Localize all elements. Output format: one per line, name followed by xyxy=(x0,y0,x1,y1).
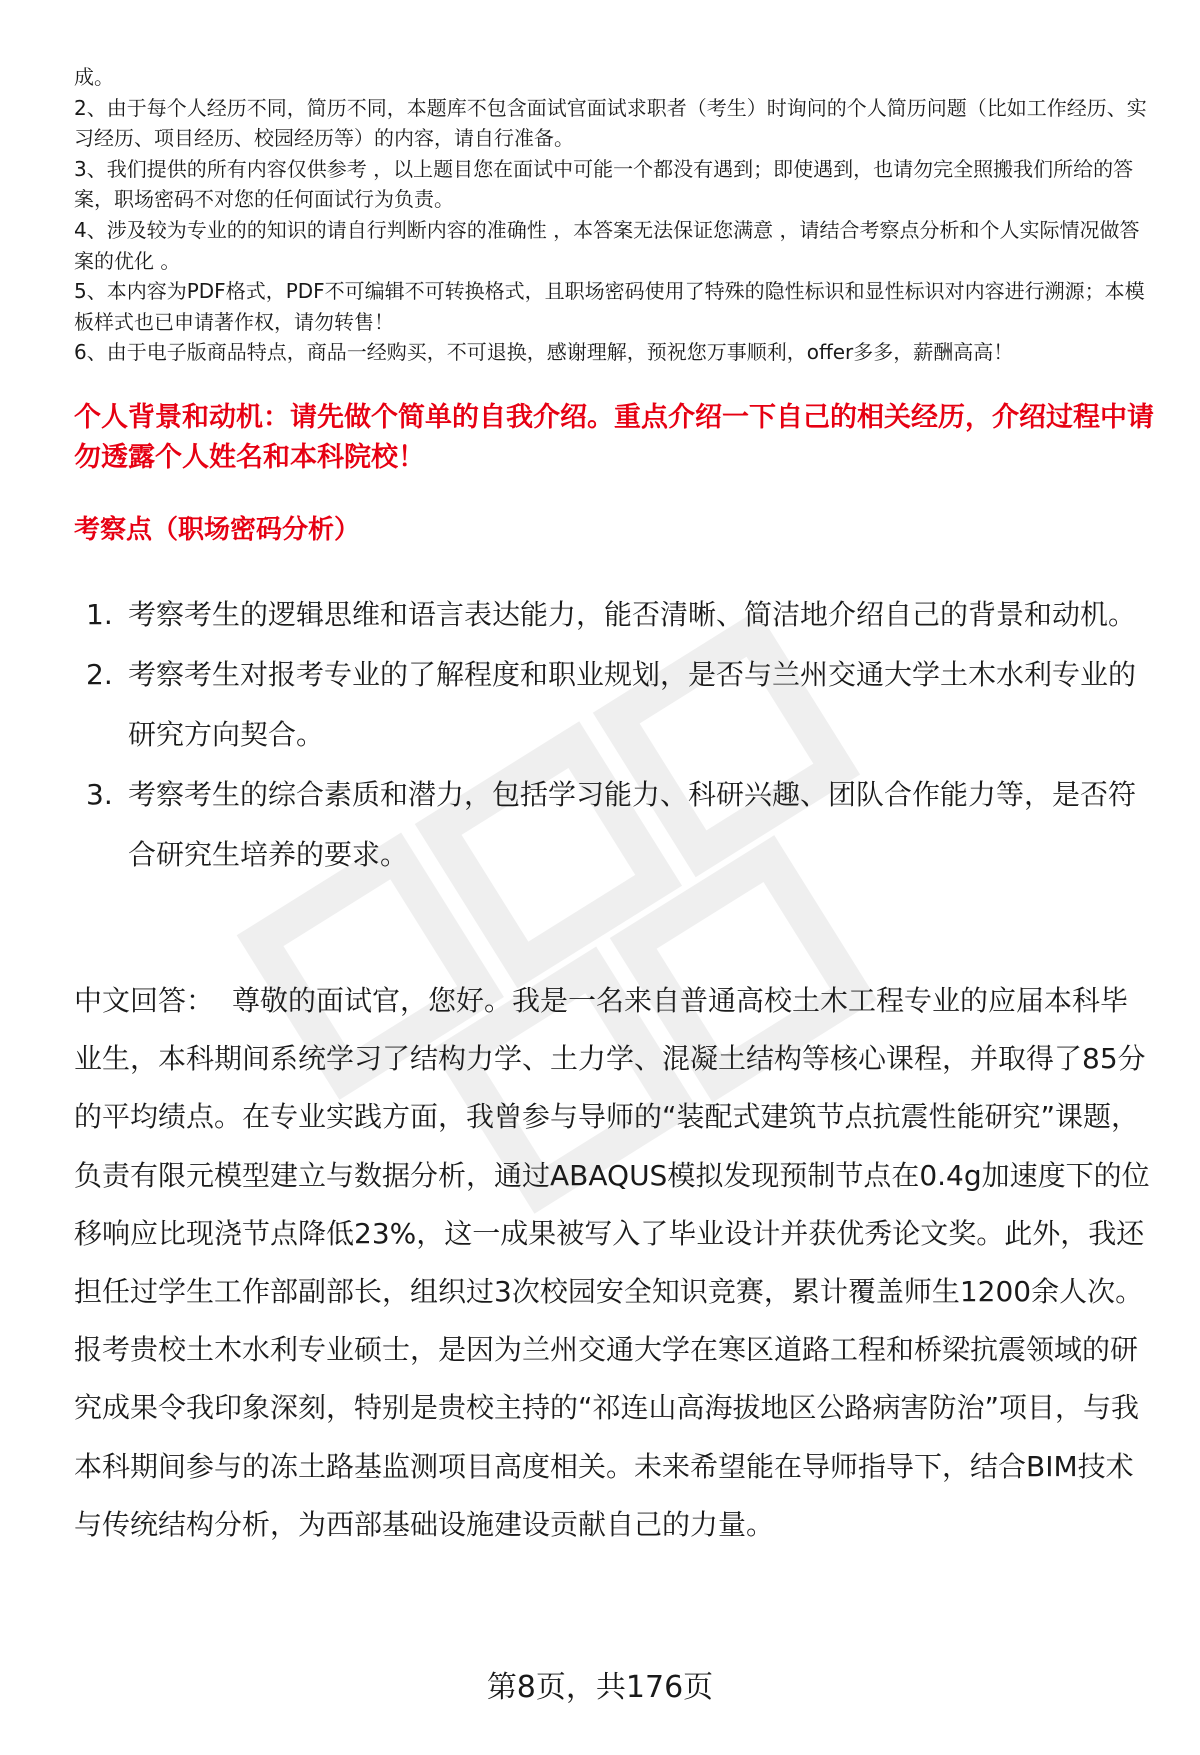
note-item: 2、由于每个人经历不同，简历不同，本题库不包含面试官面试求职者（考生）时询问的个人简历问题（比如工作经历、实习经历、项目经历、校园经历等）的内容，请自行准备。 xyxy=(74,95,1147,151)
note-item: 成。 xyxy=(74,65,114,89)
note-item: 4、涉及较为专业的的知识的请自行判断内容的准确性 ，本答案无法保证您满意 ，请结合考察点分析和个人实际情况做答案的优化 。 xyxy=(74,217,1140,273)
analysis-point xyxy=(74,645,1154,765)
analysis-point xyxy=(74,585,1154,645)
page-footer: 第8页，共176页 xyxy=(486,1670,714,1705)
notes-list xyxy=(74,62,1154,368)
point-text: 考察考生对报考专业的了解程度和职业规划，是否与兰州交通大学土木水利专业的研究方向契合。 xyxy=(128,658,1137,751)
note-item: 6、由于电子版商品特点，商品一经购买，不可退换，感谢理解，预祝您万事顺利，offer多多，薪酬高高！ xyxy=(74,340,1014,365)
point-number: 3. xyxy=(86,778,113,811)
point-text: 考察考生的逻辑思维和语言表达能力，能否清晰、简洁地介绍自己的背景和动机。 xyxy=(128,598,1137,631)
note-item: 5、本内容为PDF格式，PDF不可编辑不可转换格式，且职场密码使用了特殊的隐性标识和显性标识对内容进行溯源；本模板样式也已申请著作权，请勿转售！ xyxy=(74,279,1145,334)
answer-text: 尊敬的面试官，您好。我是一名来自普通高校土木工程专业的应届本科毕业生，本科期间系统学习了结构力学、土力学、混凝土结构等核心课程，并取得了85分的平均绩点。在专业实践方面，我曾参与导师的“装配式建筑节点抗震性能研究”课题，负责有限元模型建立与数据分析，通过ABAQUS模拟发现预制节点在0.4g加速度下的位移响应比现浇节点降低23%，这一成果被写入了毕业设计并获优秀论文奖。此外，我还担任过学生工作部副部长，组织过3次校园安全知识竞赛，累计覆盖师生1200余人次。报考贵校土木水利专业硕士，是因为兰州交通大学在寒区道路工程和桥梁抗震领域的研究成果令我印象深刻，特别是贵校主持的“祁连山高海拔地区公路病害防治”项目，与我本科期间参与的冻土路基监测项目高度相关。未来希望能在导师指导下，结合BIM技术与传统结构分析，为西部基础设施建设贡献自己的力量。 xyxy=(74,984,1150,1541)
analysis-point xyxy=(74,765,1154,885)
interview-question: 个人背景和动机：请先做个简单的自我介绍。重点介绍一下自己的相关经历，介绍过程中请勿透露个人姓名和本科院校！ xyxy=(74,402,1154,473)
point-number: 1. xyxy=(86,598,113,631)
analysis-heading: 考察点（职场密码分析） xyxy=(74,515,361,545)
note-item: 3、我们提供的所有内容仅供参考 ，以上题目您在面试中可能一个都没有遇到；即使遇到，也请勿完全照搬我们所给的答案，职场密码不对您的任何面试行为负责。 xyxy=(74,156,1134,212)
point-text: 考察考生的综合素质和潜力，包括学习能力、科研兴趣、团队合作能力等，是否符合研究生培养的要求。 xyxy=(128,778,1137,871)
point-number: 2. xyxy=(86,658,113,691)
answer-paragraph xyxy=(74,972,1156,1554)
analysis-points xyxy=(74,585,1154,885)
answer-label: 中文回答： xyxy=(74,984,215,1017)
